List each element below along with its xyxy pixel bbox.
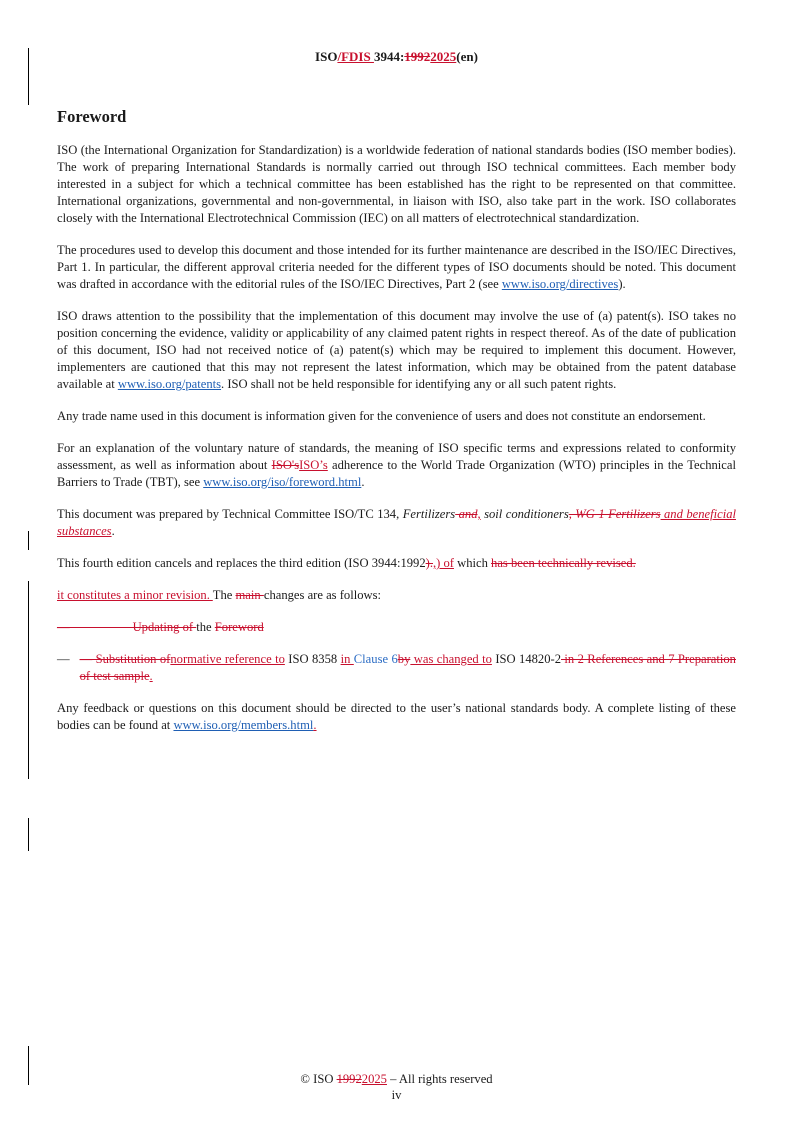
list-item-foreword-update [57,619,736,636]
committee-name: soil conditioners [480,507,569,521]
change-bar [28,818,29,851]
paragraph-committee [57,506,736,540]
document-header [0,49,793,65]
deleted-text: by [397,652,411,666]
inserted-text: , [477,507,481,521]
paragraph-text: This document was prepared by Technical Committee ISO/TC 134, [57,507,403,521]
inserted-text: normative reference to [170,652,285,666]
header-inserted-fdis: /FDIS [337,49,374,64]
deleted-text: and [455,507,478,521]
members-link[interactable]: www.iso.org/members.html [173,718,314,732]
paragraph-text: ). [618,277,626,291]
page-number: iv [391,1088,402,1102]
inserted-text: it constitutes a minor revision. [57,588,213,602]
paragraph-text: ISO 14820-2 [491,652,561,666]
deleted-text: — Updating of [57,620,197,634]
paragraph-text: ISO draws attention to the possibility that the implementation of this document may involve the use of (a) patent(s). ISO takes no position concerning the evidence, validity or applicability of any claimed patent rights in respect thereof. As of the date of publication of this document, ISO had not received notice of (a) patent(s) which may be required to implement this document. However, implementers are cautioned that this may not represent the latest information, which may be obtained from the patent database available at [57,309,736,391]
deleted-text: in 2 References and 7 Preparation of test sample [79,652,736,683]
paragraph-text: The procedures used to develop this document and those intended for its further maintenance are described in the ISO/IEC Directives, Part 1. In particular, the different approval criteria needed for the different types of ISO documents should be noted. This document was drafted in accordance with the editorial rules of the ISO/IEC Directives, Part 2 (see [57,243,736,291]
paragraph-trade-name: Any trade name used in this document is information given for the convenience of users and does not constitute an endorsement. [57,409,706,423]
deleted-text: main [235,588,264,602]
paragraph-text: which [453,556,492,570]
deleted-text: — Substitution of [79,652,171,666]
committee-name: Fertilizers [402,507,456,521]
deleted-year: 1992 [336,1072,362,1086]
deleted-text: ). [425,556,433,570]
paragraph-text: For an explanation of the voluntary nature of standards, the meaning of ISO specific terms and expressions related to conformity assessment, as well as information about [57,441,736,472]
document-body [57,142,736,749]
inserted-text: and beneficial substances [57,507,736,538]
paragraph-text: adherence to the World Trade Organization (WTO) principles in the Technical Barriers to Trade (TBT), see [57,458,736,489]
inserted-text: . [149,669,153,683]
list-dash: — [57,652,70,666]
header-deleted-year: 1992 [404,49,431,64]
change-bar [28,531,29,550]
page-title: Foreword [57,107,127,126]
foreword-link[interactable]: www.iso.org/iso/foreword.html [203,475,362,489]
deleted-text: has been technically revised. [491,556,636,570]
inserted-text: ,) of [432,556,454,570]
paragraph-text: Any feedback or questions on this document should be directed to the user’s national standards body. A complete listing of these bodies can be found at [57,701,736,732]
inserted-text: ISO’s [299,458,328,472]
deleted-text: Foreword [214,620,264,634]
paragraph-iso-intro: ISO (the International Organization for Standardization) is a worldwide federation of national standards bodies (ISO member bodies). The work of preparing International Standards is normally carried out through ISO technical committees. Each member body interested in a subject for which a technical committee has been established has the right to be represented on that committee. International organizations, governmental and non-governmental, in liaison with ISO, also take part in the work. ISO collaborates closely with the International Electrotechnical Commission (IEC) on all matters of electrotechnical standardization. [57,143,736,225]
paragraph-edition [57,555,736,572]
paragraph-procedures [57,242,736,293]
patents-link[interactable]: www.iso.org/patents [117,377,222,391]
deleted-text: ISO's [271,458,300,472]
document-footer [0,1071,793,1103]
paragraph-text: The [212,588,236,602]
paragraph-text: . [111,524,115,538]
inserted-text: was changed to [410,652,492,666]
paragraph-feedback [57,700,736,734]
inserted-text: in [340,652,354,666]
paragraph-patents [57,308,736,393]
paragraph-text: ISO 8358 [284,652,341,666]
paragraph-text: . ISO shall not be held responsible for identifying any or all such patent rights. [221,377,617,391]
header-number: 3944: [373,49,405,64]
header-suffix: (en) [456,49,478,64]
copyright-line [0,1071,793,1087]
paragraph-changes-intro [57,587,736,604]
header-inserted-year: 2025 [430,49,457,64]
inserted-text: . [313,718,317,732]
clause-reference[interactable]: Clause 6 [353,652,398,666]
header-prefix: ISO [315,49,338,64]
paragraph-voluntary-nature [57,440,736,491]
paragraph-text: changes are as follows: [263,588,382,602]
change-bar [28,581,29,779]
copyright-prefix: © ISO [300,1072,337,1086]
paragraph-text: . [361,475,365,489]
list-item-normative-reference [57,651,736,685]
directives-link[interactable]: www.iso.org/directives [501,277,619,291]
deleted-text: , WG 1 Fertilizers [568,507,661,521]
copyright-suffix: – All rights reserved [386,1072,493,1086]
inserted-year: 2025 [361,1072,387,1086]
paragraph-text: This fourth edition cancels and replaces the third edition (ISO 3944:1992 [57,556,426,570]
list-item-text [80,651,736,685]
paragraph-text: the [196,620,215,634]
